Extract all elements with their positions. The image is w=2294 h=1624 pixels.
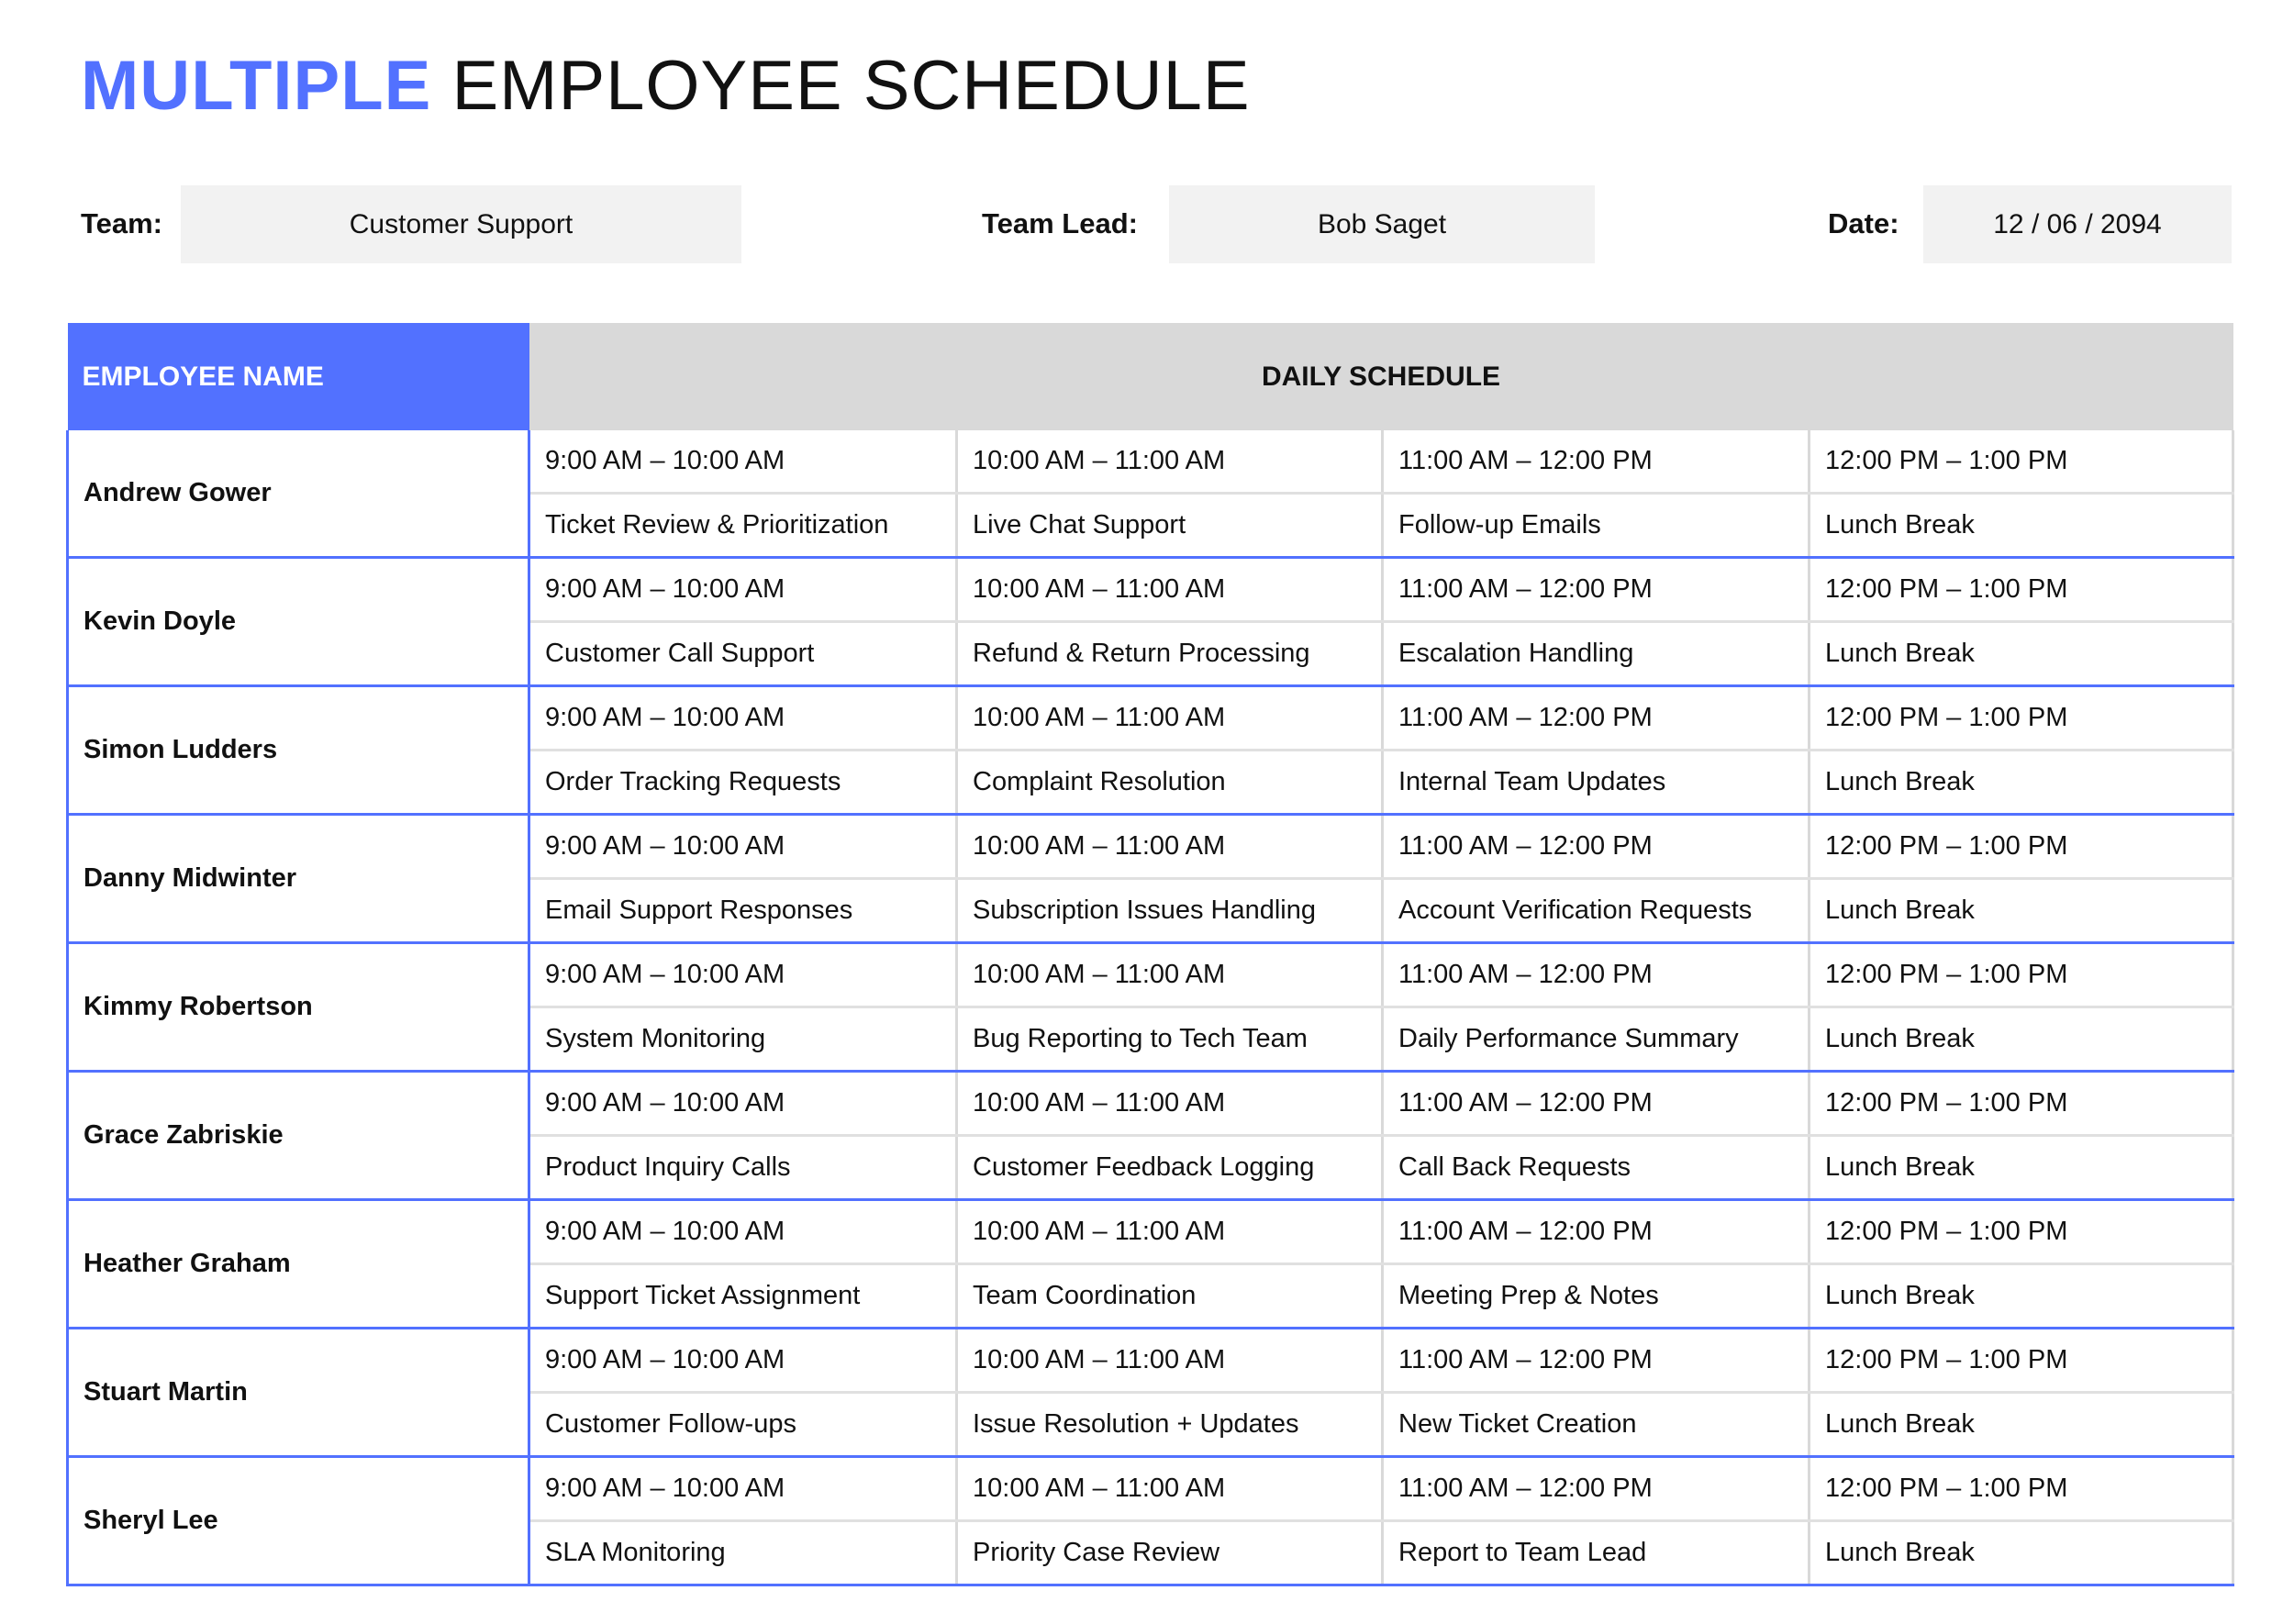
time-slot-cell: 10:00 AM – 11:00 AM (957, 558, 1383, 622)
time-slot-cell: 12:00 PM – 1:00 PM (1810, 1457, 2233, 1521)
employee-name-header: EMPLOYEE NAME (68, 323, 529, 430)
task-cell[interactable]: Customer Feedback Logging (957, 1136, 1383, 1200)
time-row (68, 943, 2233, 1007)
task-cell[interactable]: New Ticket Creation (1383, 1393, 1810, 1457)
task-cell[interactable]: Priority Case Review (957, 1521, 1383, 1585)
task-cell[interactable]: SLA Monitoring (529, 1521, 957, 1585)
time-slot-cell: 11:00 AM – 12:00 PM (1383, 1457, 1810, 1521)
time-slot-cell: 9:00 AM – 10:00 AM (529, 1200, 957, 1264)
time-slot-cell: 11:00 AM – 12:00 PM (1383, 1072, 1810, 1136)
time-slot-cell: 12:00 PM – 1:00 PM (1810, 430, 2233, 494)
time-row (68, 1329, 2233, 1393)
time-slot-cell: 12:00 PM – 1:00 PM (1810, 1329, 2233, 1393)
task-cell[interactable]: Lunch Break (1810, 1521, 2233, 1585)
employee-name: Simon Ludders (68, 686, 529, 815)
date-field[interactable]: 12 / 06 / 2094 (1923, 185, 2232, 263)
employee-name: Kevin Doyle (68, 558, 529, 686)
time-row (68, 1457, 2233, 1521)
time-slot-cell: 9:00 AM – 10:00 AM (529, 1329, 957, 1393)
title-accent: MULTIPLE (81, 47, 432, 125)
task-cell[interactable]: Lunch Break (1810, 1264, 2233, 1329)
time-slot-cell: 10:00 AM – 11:00 AM (957, 686, 1383, 751)
task-cell[interactable]: Refund & Return Processing (957, 622, 1383, 686)
task-cell[interactable]: Call Back Requests (1383, 1136, 1810, 1200)
time-slot-cell: 12:00 PM – 1:00 PM (1810, 1072, 2233, 1136)
employee-name: Stuart Martin (68, 1329, 529, 1457)
time-row (68, 1072, 2233, 1136)
employee-name: Kimmy Robertson (68, 943, 529, 1072)
time-slot-cell: 10:00 AM – 11:00 AM (957, 1072, 1383, 1136)
task-cell[interactable]: Order Tracking Requests (529, 751, 957, 815)
page-title (81, 46, 1251, 126)
task-cell[interactable]: Lunch Break (1810, 494, 2233, 558)
task-cell[interactable]: Team Coordination (957, 1264, 1383, 1329)
team-lead-label: Team Lead: (982, 207, 1138, 239)
time-row (68, 815, 2233, 879)
employee-name: Andrew Gower (68, 430, 529, 558)
time-slot-cell: 11:00 AM – 12:00 PM (1383, 815, 1810, 879)
time-slot-cell: 9:00 AM – 10:00 AM (529, 558, 957, 622)
task-cell[interactable]: Product Inquiry Calls (529, 1136, 957, 1200)
daily-schedule-header: DAILY SCHEDULE (529, 323, 2233, 430)
task-cell[interactable]: Report to Team Lead (1383, 1521, 1810, 1585)
time-slot-cell: 10:00 AM – 11:00 AM (957, 430, 1383, 494)
task-cell[interactable]: Internal Team Updates (1383, 751, 1810, 815)
task-cell[interactable]: Bug Reporting to Tech Team (957, 1007, 1383, 1072)
time-slot-cell: 12:00 PM – 1:00 PM (1810, 686, 2233, 751)
time-slot-cell: 12:00 PM – 1:00 PM (1810, 815, 2233, 879)
time-row (68, 430, 2233, 494)
date-label: Date: (1828, 207, 1899, 239)
time-row (68, 686, 2233, 751)
team-lead-field[interactable]: Bob Saget (1169, 185, 1595, 263)
time-slot-cell: 10:00 AM – 11:00 AM (957, 1200, 1383, 1264)
task-cell[interactable]: Live Chat Support (957, 494, 1383, 558)
team-label: Team: (81, 207, 163, 239)
time-slot-cell: 10:00 AM – 11:00 AM (957, 1329, 1383, 1393)
time-row (68, 558, 2233, 622)
task-cell[interactable]: Meeting Prep & Notes (1383, 1264, 1810, 1329)
task-cell[interactable]: Complaint Resolution (957, 751, 1383, 815)
task-cell[interactable]: Account Verification Requests (1383, 879, 1810, 943)
time-slot-cell: 10:00 AM – 11:00 AM (957, 1457, 1383, 1521)
time-slot-cell: 10:00 AM – 11:00 AM (957, 943, 1383, 1007)
employee-name: Danny Midwinter (68, 815, 529, 943)
schedule-table (66, 323, 2234, 1586)
time-slot-cell: 9:00 AM – 10:00 AM (529, 815, 957, 879)
task-cell[interactable]: Subscription Issues Handling (957, 879, 1383, 943)
time-slot-cell: 11:00 AM – 12:00 PM (1383, 943, 1810, 1007)
task-cell[interactable]: Customer Call Support (529, 622, 957, 686)
time-slot-cell: 9:00 AM – 10:00 AM (529, 686, 957, 751)
task-cell[interactable]: Daily Performance Summary (1383, 1007, 1810, 1072)
employee-name: Sheryl Lee (68, 1457, 529, 1585)
title-rest: EMPLOYEE SCHEDULE (451, 47, 1251, 125)
time-row (68, 1200, 2233, 1264)
task-cell[interactable]: Lunch Break (1810, 622, 2233, 686)
task-cell[interactable]: Issue Resolution + Updates (957, 1393, 1383, 1457)
team-field[interactable]: Customer Support (181, 185, 741, 263)
task-cell[interactable]: Customer Follow-ups (529, 1393, 957, 1457)
time-slot-cell: 9:00 AM – 10:00 AM (529, 430, 957, 494)
time-slot-cell: 11:00 AM – 12:00 PM (1383, 430, 1810, 494)
task-cell[interactable]: Lunch Break (1810, 1136, 2233, 1200)
time-slot-cell: 11:00 AM – 12:00 PM (1383, 686, 1810, 751)
time-slot-cell: 11:00 AM – 12:00 PM (1383, 1329, 1810, 1393)
time-slot-cell: 11:00 AM – 12:00 PM (1383, 558, 1810, 622)
task-cell[interactable]: Lunch Break (1810, 1393, 2233, 1457)
time-slot-cell: 9:00 AM – 10:00 AM (529, 1072, 957, 1136)
time-slot-cell: 10:00 AM – 11:00 AM (957, 815, 1383, 879)
time-slot-cell: 12:00 PM – 1:00 PM (1810, 1200, 2233, 1264)
task-cell[interactable]: Email Support Responses (529, 879, 957, 943)
task-cell[interactable]: Support Ticket Assignment (529, 1264, 957, 1329)
employee-name: Heather Graham (68, 1200, 529, 1329)
employee-name: Grace Zabriskie (68, 1072, 529, 1200)
time-slot-cell: 9:00 AM – 10:00 AM (529, 943, 957, 1007)
task-cell[interactable]: Follow-up Emails (1383, 494, 1810, 558)
time-slot-cell: 11:00 AM – 12:00 PM (1383, 1200, 1810, 1264)
time-slot-cell: 12:00 PM – 1:00 PM (1810, 943, 2233, 1007)
task-cell[interactable]: Ticket Review & Prioritization (529, 494, 957, 558)
time-slot-cell: 9:00 AM – 10:00 AM (529, 1457, 957, 1521)
task-cell[interactable]: System Monitoring (529, 1007, 957, 1072)
task-cell[interactable]: Lunch Break (1810, 751, 2233, 815)
schedule-body (68, 430, 2233, 1585)
task-cell[interactable]: Escalation Handling (1383, 622, 1810, 686)
task-cell[interactable]: Lunch Break (1810, 1007, 2233, 1072)
task-cell[interactable]: Lunch Break (1810, 879, 2233, 943)
time-slot-cell: 12:00 PM – 1:00 PM (1810, 558, 2233, 622)
